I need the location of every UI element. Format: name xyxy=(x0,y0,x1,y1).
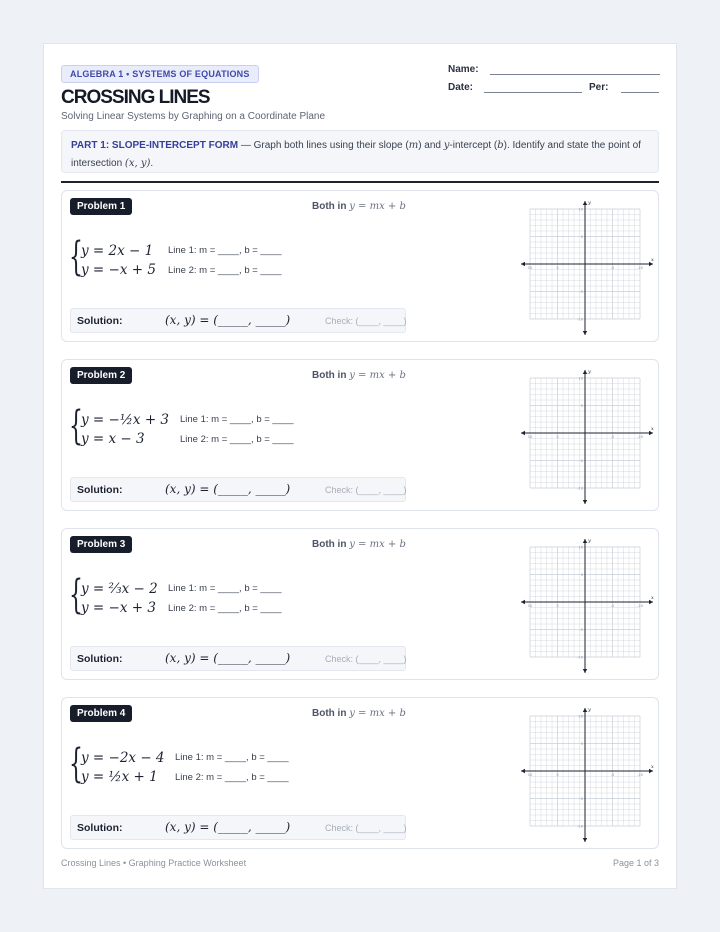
point-symbol: (x, y) xyxy=(124,158,151,169)
arrow-down-icon xyxy=(583,838,587,842)
solution-box xyxy=(70,308,406,333)
worksheet-page xyxy=(43,43,677,889)
check-blanks[interactable]: Check: (____, ____) xyxy=(325,316,407,326)
y-symbol: y xyxy=(443,140,450,151)
date-field[interactable] xyxy=(484,92,582,93)
line-1-blanks[interactable]: Line 1: m = ____, b = ____ xyxy=(168,245,282,256)
problem-label: Problem 4 xyxy=(70,705,132,722)
y-axis-label: y xyxy=(588,200,591,206)
arrow-up-icon xyxy=(583,708,587,712)
y-tick-label: 10 xyxy=(578,207,583,212)
arrow-up-icon xyxy=(583,201,587,205)
instructions-text: ) and xyxy=(418,140,444,151)
x-axis-label: x xyxy=(651,257,654,263)
y-axis-label: y xyxy=(588,369,591,375)
check-blanks[interactable]: Check: (____, ____) xyxy=(325,654,407,664)
brace-icon: { xyxy=(69,741,83,787)
course-badge: ALGEBRA 1 • SYSTEMS OF EQUATIONS xyxy=(61,65,259,83)
equation-2: y = −x + 5 xyxy=(81,262,156,278)
instructions-box xyxy=(61,130,659,173)
worksheet-subtitle: Solving Linear Systems by Graphing on a Coordinate Plane xyxy=(61,111,326,122)
equation-1: y = −½x + 3 xyxy=(81,412,170,428)
x-tick-label: 5 xyxy=(556,604,559,608)
y-tick-label: 5 xyxy=(580,404,583,408)
line-2-blanks[interactable]: Line 2: m = ____, b = ____ xyxy=(168,603,282,614)
coordinate-grid[interactable] xyxy=(519,537,657,677)
problem-label: Problem 1 xyxy=(70,198,132,215)
arrow-left-icon xyxy=(521,769,525,773)
form-hint-equation: y = mx + b xyxy=(349,370,406,381)
period-field[interactable] xyxy=(621,92,659,93)
form-hint-label: Both in xyxy=(312,201,347,212)
y-tick-label: -5 xyxy=(579,797,583,801)
brace-icon: { xyxy=(69,403,83,449)
y-tick-label: -5 xyxy=(579,290,583,294)
y-tick-label: 5 xyxy=(580,573,583,577)
solution-blanks[interactable]: (x, y) = (_____, _____) xyxy=(165,820,291,834)
brace-icon: { xyxy=(69,234,83,280)
x-axis-label: x xyxy=(651,426,654,432)
x-axis-label: x xyxy=(651,764,654,770)
check-blanks[interactable]: Check: (____, ____) xyxy=(325,485,407,495)
y-tick-label: -10 xyxy=(577,486,583,491)
problem-card-4 xyxy=(61,697,659,849)
solution-box xyxy=(70,477,406,502)
problem-card-2 xyxy=(61,359,659,511)
worksheet-title: CROSSING LINES xyxy=(61,87,210,108)
arrow-up-icon xyxy=(583,539,587,543)
x-tick-label: -10 xyxy=(637,604,643,608)
x-tick-label: 10 xyxy=(527,773,533,777)
x-tick-label: 10 xyxy=(527,266,533,270)
arrow-down-icon xyxy=(583,331,587,335)
form-hint-label: Both in xyxy=(312,539,347,550)
arrow-down-icon xyxy=(583,669,587,673)
form-hint xyxy=(312,370,406,381)
name-field[interactable] xyxy=(490,74,660,75)
x-tick-label: 5 xyxy=(556,435,559,439)
x-tick-label: 10 xyxy=(527,435,533,439)
date-label: Date: xyxy=(448,82,474,93)
equation-1: y = 2x − 1 xyxy=(81,243,154,259)
problem-card-3 xyxy=(61,528,659,680)
x-tick-label: -10 xyxy=(637,266,643,270)
y-tick-label: -10 xyxy=(577,655,583,660)
problem-card-1 xyxy=(61,190,659,342)
period-label: Per: xyxy=(589,82,609,93)
section-divider xyxy=(61,181,659,183)
x-tick-label: -10 xyxy=(637,435,643,439)
intercept-symbol: b xyxy=(497,140,504,151)
arrow-down-icon xyxy=(583,500,587,504)
x-axis-label: x xyxy=(651,595,654,601)
y-tick-label: -10 xyxy=(577,824,583,829)
line-1-blanks[interactable]: Line 1: m = ____, b = ____ xyxy=(175,752,289,763)
check-blanks[interactable]: Check: (____, ____) xyxy=(325,823,407,833)
x-tick-label: -5 xyxy=(610,435,615,439)
y-axis-label: y xyxy=(588,707,591,713)
y-axis-label: y xyxy=(588,538,591,544)
y-tick-label: 10 xyxy=(578,714,583,719)
form-hint-equation: y = mx + b xyxy=(349,201,406,212)
arrow-up-icon xyxy=(583,370,587,374)
form-hint xyxy=(312,539,406,550)
part-label: PART 1: SLOPE-INTERCEPT FORM xyxy=(71,140,239,151)
line-2-blanks[interactable]: Line 2: m = ____, b = ____ xyxy=(180,434,294,445)
footer-title: Crossing Lines • Graphing Practice Worksheet xyxy=(61,858,247,868)
x-tick-label: -5 xyxy=(610,604,615,608)
solution-box xyxy=(70,646,406,671)
form-hint-equation: y = mx + b xyxy=(349,708,406,719)
coordinate-grid[interactable] xyxy=(519,199,657,339)
instructions-text: -intercept ( xyxy=(449,140,498,151)
line-2-blanks[interactable]: Line 2: m = ____, b = ____ xyxy=(175,772,289,783)
problem-label: Problem 2 xyxy=(70,367,132,384)
form-hint-label: Both in xyxy=(312,708,347,719)
equation-2: y = ½x + 1 xyxy=(81,769,158,785)
problem-label: Problem 3 xyxy=(70,536,132,553)
y-tick-label: -10 xyxy=(577,317,583,322)
x-tick-label: 5 xyxy=(556,773,559,777)
line-1-blanks[interactable]: Line 1: m = ____, b = ____ xyxy=(168,583,282,594)
solution-blanks[interactable]: (x, y) = (_____, _____) xyxy=(165,313,291,327)
page-number: Page 1 of 3 xyxy=(612,858,659,868)
instructions-text: ). Identify and state the point of intersection xyxy=(71,140,641,169)
arrow-left-icon xyxy=(521,600,525,604)
x-tick-label: 5 xyxy=(556,266,559,270)
y-tick-label: 5 xyxy=(580,742,583,746)
coordinate-grid[interactable] xyxy=(519,706,657,846)
brace-icon: { xyxy=(69,572,83,618)
equation-2: y = −x + 3 xyxy=(81,600,156,616)
form-hint-equation: y = mx + b xyxy=(349,539,406,550)
line-1-blanks[interactable]: Line 1: m = ____, b = ____ xyxy=(180,414,294,425)
x-tick-label: 10 xyxy=(527,604,533,608)
instructions-text: — Graph both lines using their slope ( xyxy=(238,140,409,151)
solution-label: Solution: xyxy=(77,315,123,327)
form-hint xyxy=(312,201,406,212)
y-tick-label: 10 xyxy=(578,376,583,381)
coordinate-grid[interactable] xyxy=(519,368,657,508)
slope-symbol: m xyxy=(408,140,419,151)
equation-1: y = ⅔x − 2 xyxy=(81,581,158,597)
solution-label: Solution: xyxy=(77,822,123,834)
instructions-text: . xyxy=(150,158,154,169)
equation-1: y = −2x − 4 xyxy=(81,750,165,766)
solution-box xyxy=(70,815,406,840)
line-2-blanks[interactable]: Line 2: m = ____, b = ____ xyxy=(168,265,282,276)
arrow-left-icon xyxy=(521,431,525,435)
y-tick-label: 10 xyxy=(578,545,583,550)
form-hint xyxy=(312,708,406,719)
y-tick-label: -5 xyxy=(579,459,583,463)
x-tick-label: -5 xyxy=(610,773,615,777)
y-tick-label: 5 xyxy=(580,235,583,239)
equation-2: y = x − 3 xyxy=(81,431,145,447)
solution-label: Solution: xyxy=(77,653,123,665)
arrow-left-icon xyxy=(521,262,525,266)
solution-label: Solution: xyxy=(77,484,123,496)
x-tick-label: -5 xyxy=(610,266,615,270)
x-tick-label: -10 xyxy=(637,773,643,777)
y-tick-label: -5 xyxy=(579,628,583,632)
solution-blanks[interactable]: (x, y) = (_____, _____) xyxy=(165,651,291,665)
form-hint-label: Both in xyxy=(312,370,347,381)
solution-blanks[interactable]: (x, y) = (_____, _____) xyxy=(165,482,291,496)
name-label: Name: xyxy=(448,64,479,75)
